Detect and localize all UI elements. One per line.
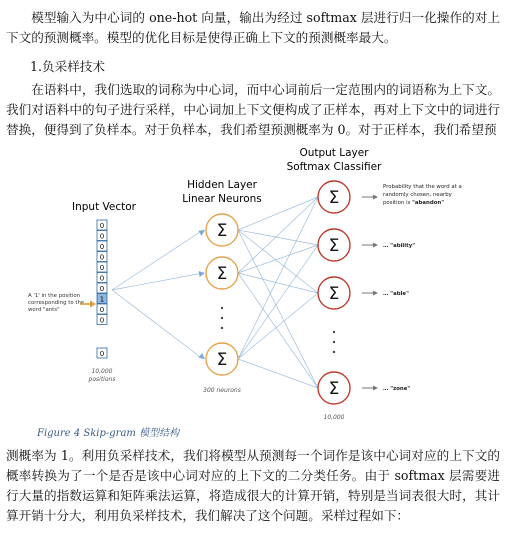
sigma-symbol: Σ — [328, 379, 340, 399]
sigma-symbol: Σ — [216, 264, 228, 284]
sigma-symbol: Σ — [216, 350, 228, 370]
hidden-output-connection — [238, 245, 318, 273]
vector-cell — [97, 220, 107, 230]
hidden-neuron — [206, 214, 238, 246]
sigma-symbol: Σ — [328, 188, 340, 208]
sigma-symbol: Σ — [328, 284, 340, 304]
vector-cell-bottom — [97, 348, 107, 358]
skip-gram-diagram — [0, 140, 506, 430]
svg-text:… "ability": … "ability" — [383, 243, 416, 249]
vector-cell-value: 0 — [99, 222, 105, 230]
output-note-ability — [362, 243, 415, 250]
annotation-line-2: corresponding to the — [28, 300, 85, 306]
input-vector — [97, 220, 107, 325]
hidden-neuron — [206, 257, 238, 289]
hidden-layer-subtitle: Linear Neurons — [182, 193, 262, 205]
output-note-able — [362, 291, 409, 298]
vector-cell-value: 0 — [99, 232, 105, 241]
sigma-symbol: Σ — [216, 221, 228, 241]
vector-cell — [97, 283, 107, 293]
hidden-output-connection — [238, 245, 318, 359]
hidden-layer-title: Hidden Layer — [187, 179, 257, 191]
vector-cell-value: 0 — [99, 264, 105, 272]
vector-cell-value: 0 — [99, 274, 105, 283]
vector-cell — [97, 304, 107, 314]
svg-text:Probability that the word at a: Probability that the word at a — [383, 184, 462, 190]
output-layer-subtitle: Softmax Classifier — [286, 161, 382, 173]
output-neuron — [318, 277, 350, 309]
hidden-count: 300 neurons — [203, 387, 241, 394]
output-note-abandon — [362, 184, 462, 206]
vector-cell — [97, 262, 107, 272]
svg-text:0: 0 — [99, 350, 105, 358]
svg-text:… "able": … "able" — [383, 291, 409, 297]
svg-text:randomly chosen, nearby: randomly chosen, nearby — [383, 192, 452, 198]
input-count: 10,000 — [91, 368, 113, 375]
vector-cell — [97, 315, 107, 325]
vector-cell-value: 0 — [99, 285, 105, 293]
vector-cell — [97, 294, 107, 304]
paragraph-negative-sampling: 在语料中，我们选取的词称为中心词，而中心词前后一定范围内的词语称为上下文。我们对语料中的句子进行采样，中心词加上下文便构成了正样本，再对上下文中的词进行替换，便得到了负样本。对于负样本，我们希望预测概率为 0。对于正样本，我们希望预 — [6, 82, 500, 137]
output-neuron — [318, 229, 350, 261]
vector-cell-value: 0 — [99, 253, 105, 262]
hidden-neuron — [206, 343, 238, 375]
ellipsis-dot — [221, 307, 223, 309]
section-heading: 1.负采样技术 — [30, 59, 105, 74]
hidden-output-connection — [238, 230, 318, 388]
figure-caption: Figure 4 Skip-gram 模型结构 — [37, 428, 180, 439]
sigma-symbol: Σ — [328, 236, 340, 256]
output-neuron — [318, 181, 350, 213]
vector-cell-value: 0 — [99, 316, 105, 325]
input-hidden-connection — [112, 290, 203, 359]
hidden-output-connection — [238, 359, 318, 388]
paragraph-intro: 模型输入为中心词的 one-hot 向量，输出为经过 softmax 层进行归一化操作的对上下文的预测概率。模型的优化目标是使得正确上下文的预测概率最大。 — [6, 10, 500, 45]
hidden-output-connection — [238, 197, 318, 359]
connection-arrowhead — [199, 271, 205, 277]
hidden-output-connection — [238, 293, 318, 359]
vector-cell — [97, 252, 107, 262]
input-hidden-connection — [112, 230, 203, 290]
vector-cell-value: 0 — [99, 306, 105, 314]
vector-cell — [97, 231, 107, 241]
paragraph-conclusion: 测概率为 1。利用负采样技术，我们将模型从预测每一个词作是该中心词对应的上下文的概率转换为了一个是否是该中心词对应的上下文的二分类任务。由于 softmax 层需要进行大量的指数运算和矩阵乘法运算，将造成很大的计算开销，特别是当词表很大时，其计算开销十分大，利用负采样技术，我们解决了这个问题。采样过程如下： — [6, 448, 500, 523]
vector-cell-value: 0 — [99, 243, 105, 251]
input-vector-title: Input Vector — [72, 201, 136, 213]
output-neuron — [318, 372, 350, 404]
vector-cell-value: 1 — [99, 295, 105, 304]
ellipsis-dot — [333, 341, 335, 343]
annotation-line-1: A '1' in the position — [28, 293, 81, 299]
vector-cell — [97, 273, 107, 283]
output-note-zone — [362, 386, 410, 393]
ellipsis-dot — [333, 331, 335, 333]
output-layer — [318, 181, 350, 404]
input-hidden-connection — [112, 273, 203, 290]
ellipsis-dot — [333, 351, 335, 353]
output-layer-title: Output Layer — [299, 147, 369, 159]
svg-text:position is "abandon": position is "abandon" — [383, 200, 445, 206]
ellipsis-dot — [221, 327, 223, 329]
svg-text:… "zone": … "zone" — [383, 386, 411, 392]
annotation-line-3: word "ants" — [28, 307, 60, 313]
vector-cell — [97, 241, 107, 251]
output-count: 10,000 — [323, 414, 345, 421]
hidden-output-connection — [238, 230, 318, 245]
input-count-label: positions — [88, 376, 116, 383]
connection-arrowhead — [198, 230, 205, 236]
ellipsis-dot — [221, 317, 223, 319]
hidden-layer — [206, 214, 238, 375]
